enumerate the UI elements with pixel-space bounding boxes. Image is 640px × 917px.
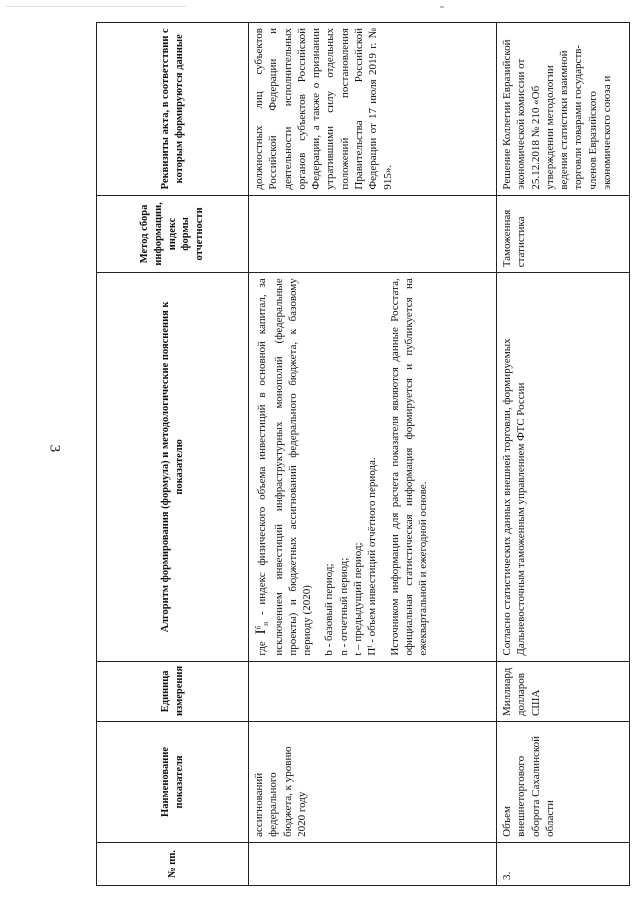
header-num: № пп. — [97, 842, 249, 885]
cell-requisites: Решение Коллегии Евразийской экономической комиссии от 25.12.2018 № 210 «Об утверждении методологии ведения статистики взаимной торговли товарами государств-членов Евразийского экономического союза и — [497, 23, 630, 196]
cell-name: Объем внешнеторгового оборота Сахалинской области — [497, 722, 630, 843]
legend-line: Пⁱ - объем инвестиций отчётного периода. — [366, 457, 379, 656]
formula-symbol: I — [253, 629, 269, 635]
cell-num — [249, 842, 497, 885]
header-algorithm: Алгоритм формирования (формула) и методологические пояснения к показателю — [97, 273, 249, 661]
cell-algorithm: Согласно статистических данных внешней торговли, формируемых Дальневосточным таможенным управлением ФТС России — [497, 273, 630, 661]
cell-method — [249, 195, 497, 273]
legend-line: n - отчетный период; — [337, 557, 350, 656]
header-unit: Единица измерения — [97, 661, 249, 721]
indicator-table-rotated — [96, 22, 630, 886]
header-name: Наименование показателя — [97, 722, 249, 843]
scan-edge-line — [6, 6, 186, 7]
header-method: Метод сбора информации, индекс формы отчетности — [97, 195, 249, 273]
legend-line: b - базовый период; — [323, 563, 336, 656]
table-row — [497, 23, 630, 886]
header-requisites: Реквизиты акта, в соответствии с которым формируются данные — [97, 23, 249, 196]
cell-requisites: должностных лиц субъектов Российской Федерации и деятельности исполнительных органов субъектов Российской Федерации, а также о признании утратившими силу отдельных положений постановления Правительства Российской Федерации от 17 июля 2019 г. № 915». — [249, 23, 497, 196]
cell-unit: Миллиард долларов США — [497, 661, 630, 721]
indicator-table — [96, 22, 630, 886]
legend-line: t – предыдущий период; — [351, 542, 364, 656]
page-number: 3 — [46, 444, 63, 453]
cell-method: Таможенная статистика — [497, 195, 630, 273]
cell-algorithm — [249, 273, 497, 661]
source-note: Источником информации для расчета показателя являются данные Росстата, официальная статистическая информация формируется и публикуется на ежеквартальной и ежегодной основе. — [388, 278, 430, 656]
cell-unit — [249, 661, 497, 721]
table-header-row — [97, 23, 249, 886]
scan-mark — [440, 6, 444, 8]
table-row — [249, 23, 497, 886]
cell-name: ассигнований федерального бюджета, к уровню 2020 году — [249, 722, 497, 843]
formula-definition: где $I^б_п$ - индекс физического объема инвестиций в основной капитал, за исключением инвестиций инфраструктурных монополий (федеральные проекты) и бюджетных ассигнований федерального бюджета, к базовому периоду (2020) — [253, 278, 314, 656]
cell-num: 3. — [497, 842, 630, 885]
